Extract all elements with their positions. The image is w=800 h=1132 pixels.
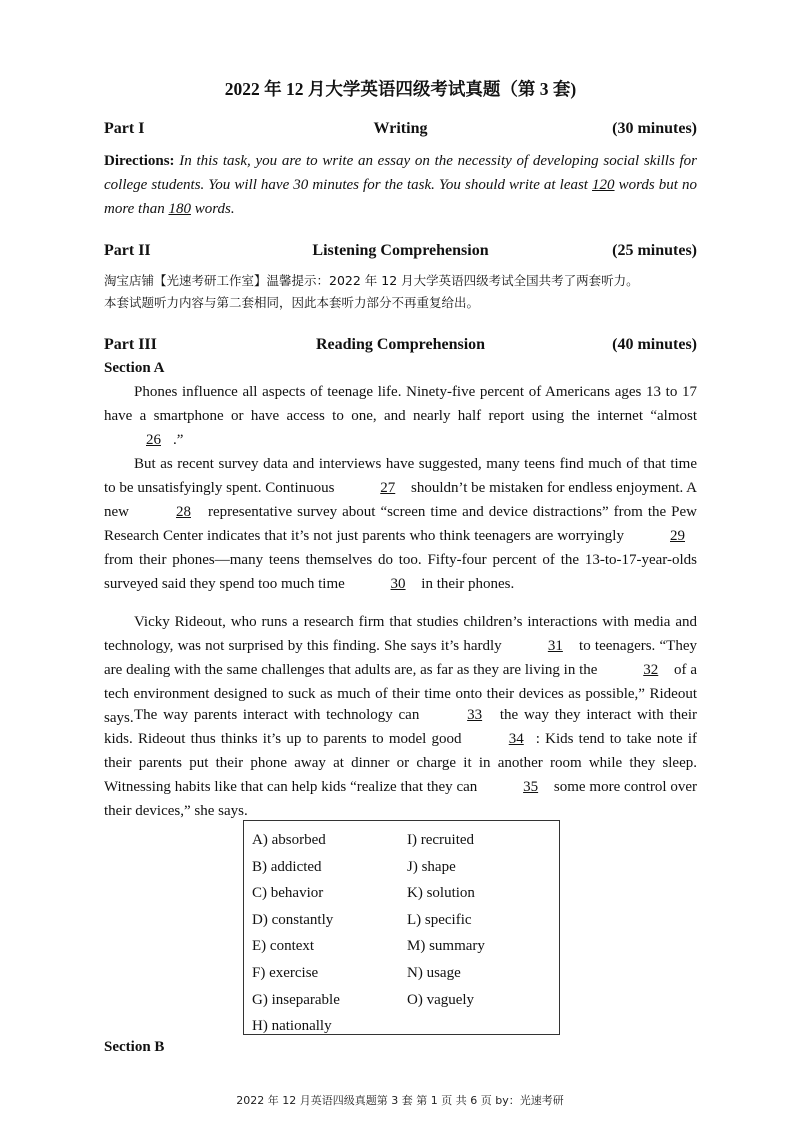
blank-30: 30 <box>390 576 406 592</box>
blank-34: 34 <box>508 731 524 747</box>
blank-35: 35 <box>523 779 539 795</box>
section-b-heading: Section B <box>104 1039 165 1055</box>
directions-text-c: words. <box>190 201 235 217</box>
word-option: G) inseparable <box>252 991 340 1008</box>
passage-text: of a tech environment designed to suck as much of their time onto their devices as possible,” Rideout says. <box>104 662 697 726</box>
max-words: 180 <box>168 201 191 217</box>
word-bank-column-2 <box>407 827 485 1013</box>
writing-directions <box>104 149 697 221</box>
passage-text: : Kids tend to take note if their parents put their phone away at dinner or charge it in another room while they sleep. Witnessing habits like that can help kids “realize that they can <box>104 731 697 795</box>
blank-31: 31 <box>547 638 563 654</box>
passage-text: in their phones. <box>417 576 515 592</box>
passage-text: But as recent survey data and interviews have suggested, many teens find much of that time to be unsatisfyingly spent. Continuous <box>104 456 697 496</box>
blank-33: 33 <box>467 707 483 723</box>
part1-name: Writing <box>373 120 428 137</box>
page-title: 2022 年 12 月大学英语四级考试真题（第 3 套) <box>224 79 577 99</box>
part2-name: Listening Comprehension <box>312 242 489 259</box>
part2-label: Part II <box>104 242 151 259</box>
word-bank-column-1 <box>252 827 340 1040</box>
passage-paragraph-2 <box>104 452 697 596</box>
min-words: 120 <box>592 177 615 193</box>
word-option: N) usage <box>407 964 461 981</box>
word-option: A) absorbed <box>252 832 326 848</box>
word-option: H) nationally <box>252 1018 332 1035</box>
part2-header <box>104 242 697 264</box>
passage-text: the way they interact with their kids. Rideout thus thinks it’s up to parents to model good <box>104 707 697 747</box>
passage-paragraph-4 <box>104 703 697 823</box>
part3-header <box>104 336 697 358</box>
passage-text: some more control over their devices,” she says. <box>104 779 698 819</box>
section-a-heading: Section A <box>104 360 165 376</box>
passage-text: .” <box>173 432 184 448</box>
word-option: I) recruited <box>407 832 475 848</box>
word-option: E) context <box>252 938 315 955</box>
page-footer: 2022 年 12 月英语四级真题第 3 套 第 1 页 共 6 页 by：光速考研 <box>236 1094 564 1107</box>
word-option: L) specific <box>407 911 472 928</box>
blank-29: 29 <box>670 528 685 544</box>
directions-text-b: words but no more than <box>104 177 697 217</box>
part1-header <box>104 120 697 142</box>
directions-label: Directions: <box>104 153 175 169</box>
passage-text: to teenagers. “They are dealing with the same challenges that adults are, as far as they are living in the <box>104 638 697 678</box>
part3-label: Part III <box>104 336 157 353</box>
part2-time: (25 minutes) <box>612 242 697 259</box>
listening-note-line2: 本套试题听力内容与第二套相同，因此本套听力部分不再重复给出。 <box>104 295 480 310</box>
listening-note <box>104 270 697 314</box>
word-option: K) solution <box>407 885 475 902</box>
word-option: J) shape <box>407 858 456 875</box>
blank-32: 32 <box>643 662 659 678</box>
word-option: F) exercise <box>252 964 319 981</box>
part1-time: (30 minutes) <box>612 120 697 137</box>
passage-text: from their phones—many teens themselves do too. Fifty-four percent of the 13-to-17-year-olds surveyed said they spend too much time <box>104 552 697 592</box>
part1-label: Part I <box>104 120 145 137</box>
word-option: B) addicted <box>252 858 322 875</box>
listening-note-line1: 淘宝店铺【光速考研工作室】温馨提示：2022 年 12 月大学英语四级考试全国共考了两套听力。 <box>104 273 639 288</box>
word-option: O) vaguely <box>407 991 475 1008</box>
passage-text: representative survey about “screen time and device distractions” from the Pew Research Center indicates that it’s not just parents who think teenagers are worryingly <box>104 504 697 544</box>
directions-text-a: In this task, you are to write an essay on the necessity of developing social skills for college students. You will have 30 minutes for the task. You should write at least <box>104 153 697 193</box>
word-option: C) behavior <box>252 885 324 902</box>
word-bank <box>243 820 560 1035</box>
passage-text: shouldn’t be mistaken for endless enjoyment. A new <box>104 480 697 520</box>
part3-time: (40 minutes) <box>612 336 697 353</box>
passage-text: Phones influence all aspects of teenage life. Ninety-five percent of Americans ages 13 to 17 have a smartphone or have access to one, and nearly half report using the internet “almost <box>104 384 697 424</box>
part3-name: Reading Comprehension <box>315 336 486 353</box>
blank-26: 26 <box>146 432 161 448</box>
passage-text: Vicky Rideout, who runs a research firm that studies children’s interactions with media and technology, was not surprised by this finding. She says it’s hardly <box>104 614 697 654</box>
word-option: D) constantly <box>252 911 334 928</box>
passage-text: The way parents interact with technology can <box>134 707 426 723</box>
blank-28: 28 <box>176 504 191 520</box>
word-option: M) summary <box>407 938 485 955</box>
passage-paragraph-1 <box>104 380 697 452</box>
blank-27: 27 <box>380 480 396 496</box>
